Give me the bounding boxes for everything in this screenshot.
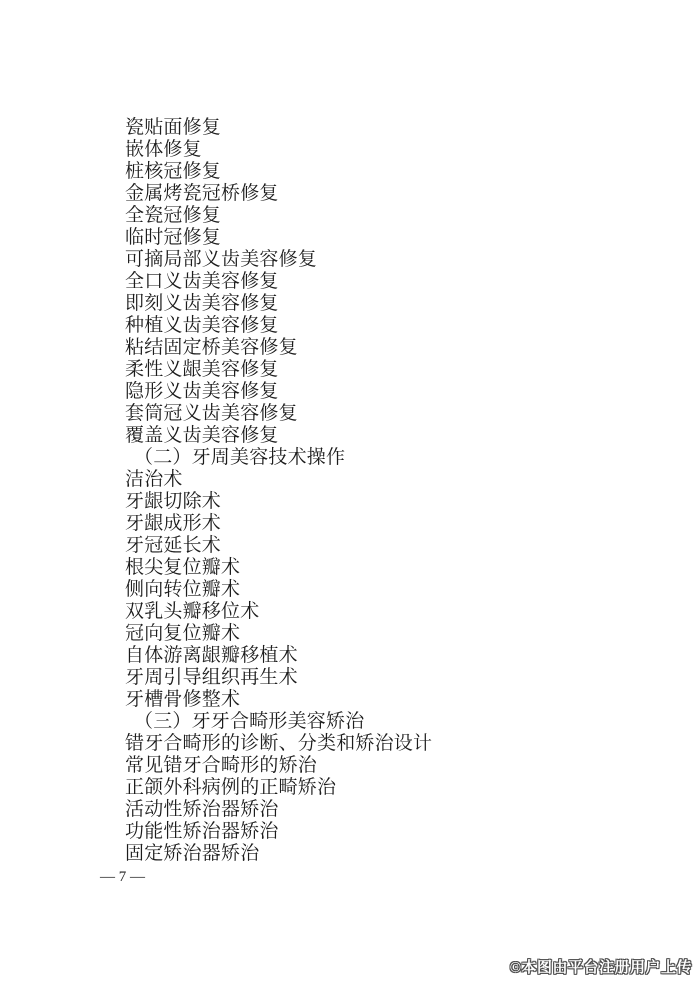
content-line: 可摘局部义齿美容修复 <box>125 249 318 270</box>
content-line: 临时冠修复 <box>125 227 222 248</box>
content-line: 套筒冠义齿美容修复 <box>125 403 298 424</box>
content-line: 功能性矫治器矫治 <box>125 821 279 842</box>
content-line: 牙冠延长术 <box>125 535 222 556</box>
content-line: 粘结固定桥美容修复 <box>125 337 298 358</box>
content-line: （三）牙牙合畸形美容矫治 <box>134 711 365 732</box>
content-line: 牙周引导组织再生术 <box>125 667 298 688</box>
content-line: 全口义齿美容修复 <box>125 271 279 292</box>
content-line: 侧向转位瓣术 <box>125 579 241 600</box>
content-lines <box>125 117 432 865</box>
content-line: 活动性矫治器矫治 <box>125 799 279 820</box>
content-line: 覆盖义齿美容修复 <box>125 425 279 446</box>
content-line: 双乳头瓣移位术 <box>125 601 260 622</box>
content-line: 固定矫治器矫治 <box>125 843 260 864</box>
content-line: 牙龈成形术 <box>125 513 222 534</box>
content-line: 金属烤瓷冠桥修复 <box>125 183 279 204</box>
content-line: 冠向复位瓣术 <box>125 623 241 644</box>
content-line: 牙龈切除术 <box>125 491 222 512</box>
content-line: 全瓷冠修复 <box>125 205 222 226</box>
content-line: 柔性义龈美容修复 <box>125 359 279 380</box>
content-line: 瓷贴面修复 <box>125 117 222 138</box>
content-line: 常见错牙合畸形的矫治 <box>125 755 318 776</box>
content-line: 错牙合畸形的诊断、分类和矫治设计 <box>125 733 433 754</box>
page-number: — 7 — <box>100 869 145 885</box>
content-line: 即刻义齿美容修复 <box>125 293 279 314</box>
content-line: 洁治术 <box>125 469 183 490</box>
content-line: 种植义齿美容修复 <box>125 315 279 336</box>
content-line: 隐形义齿美容修复 <box>125 381 279 402</box>
content-line: 嵌体修复 <box>125 139 202 160</box>
content-line: 根尖复位瓣术 <box>125 557 241 578</box>
content-line: 桩核冠修复 <box>125 161 222 182</box>
content-line: （二）牙周美容技术操作 <box>134 447 346 468</box>
content-line: 自体游离龈瓣移植术 <box>125 645 298 666</box>
watermark: ©本图由平台注册用户上传 <box>509 960 692 976</box>
content-line: 牙槽骨修整术 <box>125 689 241 710</box>
content-line: 正颌外科病例的正畸矫治 <box>125 777 337 798</box>
